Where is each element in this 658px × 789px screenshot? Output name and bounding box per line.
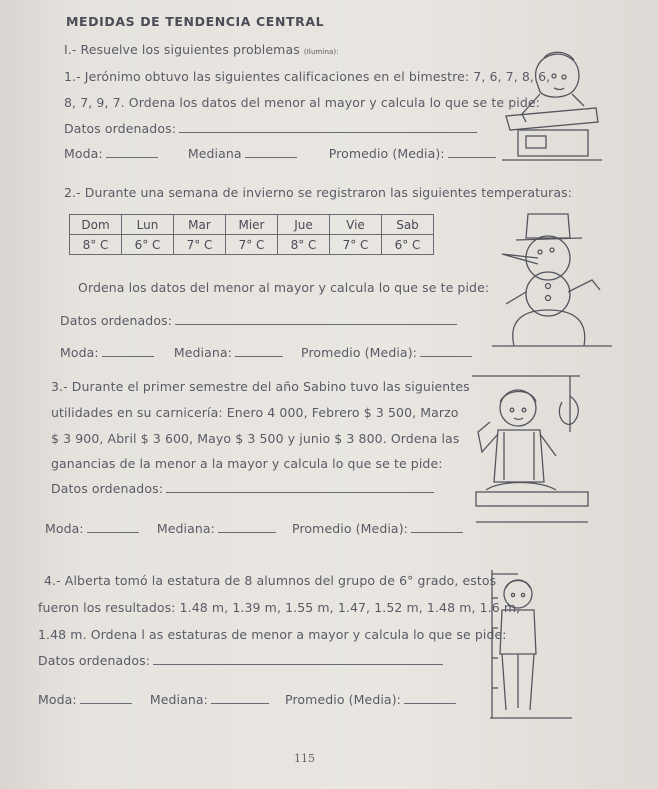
problem-4-line-1: 4.- Alberta tomó la estatura de 8 alumnos del grupo de 6° grado, estos — [44, 573, 497, 588]
table-header-cell: Vie — [330, 215, 382, 235]
mean-answer-line[interactable] — [448, 156, 496, 158]
student-at-desk-illustration — [496, 44, 616, 166]
sorted-label: Datos ordenados: — [60, 313, 173, 328]
sorted-answer-line[interactable] — [153, 663, 443, 665]
mode-answer-line[interactable] — [87, 531, 139, 533]
problem-3-line-4: ganancias de la menor a la mayor y calcula lo que se te pide: — [51, 456, 443, 471]
sorted-label: Datos ordenados: — [64, 121, 177, 136]
table-cell: 7° C — [226, 235, 278, 255]
problem-2-stats-row — [60, 345, 472, 360]
mean-answer-line[interactable] — [411, 531, 463, 533]
problem-2-instruction: Ordena los datos del menor al mayor y calcula lo que se te pide: — [78, 280, 490, 295]
table-cell: 8° C — [70, 235, 122, 255]
mean-answer-line[interactable] — [404, 702, 456, 704]
mean-label: Promedio (Media): — [292, 521, 408, 536]
median-label: Mediana: — [156, 521, 215, 536]
sorted-answer-line[interactable] — [179, 131, 477, 133]
problem-3-line-2: utilidades en su carnicería: Enero 4 000, Febrero $ 3 500, Marzo — [51, 405, 459, 420]
table-row — [70, 215, 434, 235]
problem-2-line-1: 2.- Durante una semana de invierno se registraron las siguientes temperaturas: — [64, 185, 573, 200]
sorted-label: Datos ordenados: — [51, 481, 164, 496]
problem-1-line-1: 1.- Jerónimo obtuvo las siguientes calificaciones en el bimestre: 7, 6, 7, 8, 6, — [64, 69, 551, 84]
page-number: 115 — [294, 752, 315, 765]
problem-4-sorted-row — [38, 653, 443, 668]
median-label: Mediana: — [149, 692, 208, 707]
table-cell: 7° C — [330, 235, 382, 255]
temperature-table — [69, 214, 434, 255]
problem-4-line-3: 1.48 m. Ordena l as estaturas de menor a mayor y calcula lo que se pide: — [38, 627, 507, 642]
median-answer-line[interactable] — [218, 531, 276, 533]
mode-answer-line[interactable] — [102, 355, 154, 357]
section-heading-text: I.- Resuelve los siguientes problemas — [64, 42, 300, 57]
median-answer-line[interactable] — [235, 355, 283, 357]
mode-label: Moda: — [45, 521, 84, 536]
section-note: (Ilumina): — [303, 48, 339, 56]
problem-1-stats-row — [64, 146, 496, 161]
table-row — [70, 235, 434, 255]
table-header-cell: Mier — [226, 215, 278, 235]
problem-1-line-2: 8, 7, 9, 7. Ordena los datos del menor al mayor y calcula lo que se te pide: — [64, 95, 540, 110]
problem-4-line-2: fueron los resultados: 1.48 m, 1.39 m, 1.55 m, 1.47, 1.52 m, 1.48 m, 1.6 m, — [38, 600, 521, 615]
table-cell: 6° C — [382, 235, 434, 255]
problem-4-stats-row — [38, 692, 456, 707]
table-cell: 8° C — [278, 235, 330, 255]
child-height-measure-illustration — [488, 568, 574, 720]
mode-label: Moda: — [60, 345, 99, 360]
median-label: Mediana: — [173, 345, 232, 360]
mean-label: Promedio (Media): — [301, 345, 417, 360]
sorted-label: Datos ordenados: — [38, 653, 151, 668]
problem-3-stats-row — [45, 521, 463, 536]
mode-label: Moda: — [38, 692, 77, 707]
section-heading — [64, 42, 339, 57]
sorted-answer-line[interactable] — [166, 491, 434, 493]
table-cell: 6° C — [122, 235, 174, 255]
snowman-illustration — [488, 208, 616, 348]
mean-label: Promedio (Media): — [328, 146, 445, 161]
mean-label: Promedio (Media): — [285, 692, 401, 707]
median-answer-line[interactable] — [245, 156, 297, 158]
mode-answer-line[interactable] — [106, 156, 158, 158]
table-header-cell: Jue — [278, 215, 330, 235]
table-header-cell: Mar — [174, 215, 226, 235]
problem-2-sorted-row — [60, 313, 457, 328]
mode-label: Moda: — [64, 146, 103, 161]
problem-1-sorted-row — [64, 121, 477, 136]
problem-3-sorted-row — [51, 481, 434, 496]
mode-answer-line[interactable] — [80, 702, 132, 704]
butcher-illustration — [470, 372, 594, 532]
table-cell: 7° C — [174, 235, 226, 255]
page-title: MEDIDAS DE TENDENCIA CENTRAL — [66, 14, 325, 29]
problem-3-line-3: $ 3 900, Abril $ 3 600, Mayo $ 3 500 y junio $ 3 800. Ordena las — [51, 431, 460, 446]
median-label: Mediana — [187, 146, 242, 161]
problem-3-line-1: 3.- Durante el primer semestre del año Sabino tuvo las siguientes — [51, 379, 470, 394]
table-header-cell: Dom — [70, 215, 122, 235]
mean-answer-line[interactable] — [420, 355, 472, 357]
median-answer-line[interactable] — [211, 702, 269, 704]
table-header-cell: Lun — [122, 215, 174, 235]
table-header-cell: Sab — [382, 215, 434, 235]
sorted-answer-line[interactable] — [175, 323, 457, 325]
